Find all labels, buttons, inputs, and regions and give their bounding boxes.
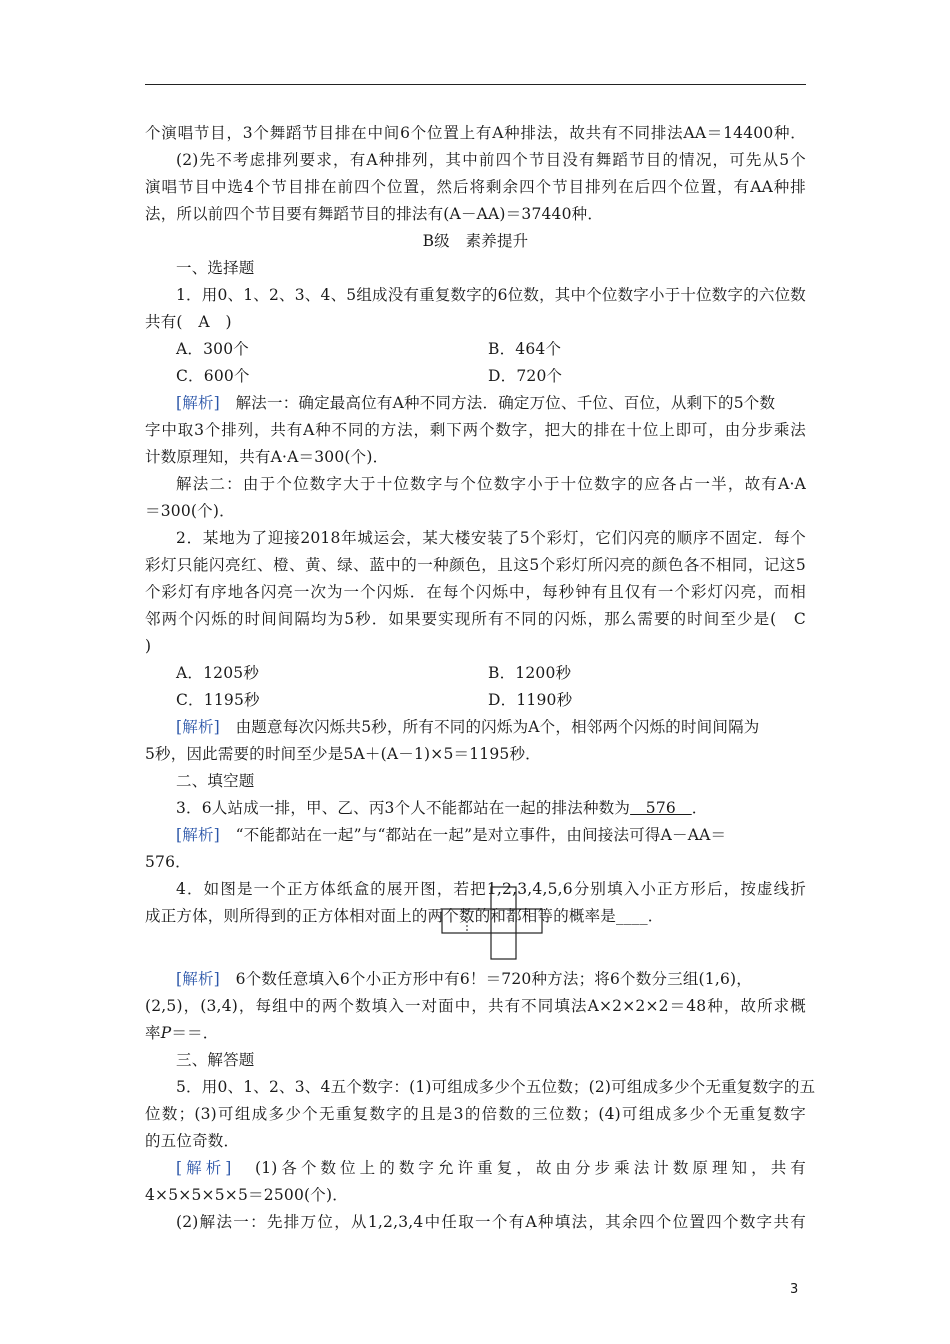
analysis-text: 解法一：确定最高位有A种不同方法．确定万位、千位、百位，从剩下的5个数: [219, 394, 776, 412]
text-line: 5秒，因此需要的时间至少是5A＋(A－1)×5＝1195秒．: [145, 745, 541, 763]
option-b: B．1200秒: [488, 664, 572, 682]
option-c: C．600个: [176, 367, 250, 385]
text-line: 个演唱节目，3个舞蹈节目排在中间6个位置上有A种排法，故共有不同排法AA＝14400种．: [145, 124, 806, 142]
option-c: C．1195秒: [176, 691, 260, 709]
question-line: [176, 795, 806, 821]
option-b: B．464个: [488, 340, 562, 358]
text-line: 字中取3个排列，共有A种不同的方法，剩下两个数字，把大的排在十位上即可，由分步乘法: [145, 421, 806, 439]
analysis-line: [176, 390, 806, 416]
option-d: D．1190秒: [488, 691, 573, 709]
question-line: 共有( A ): [145, 313, 232, 331]
analysis-tag: [解析]: [176, 394, 220, 412]
question-line: 个彩灯有序地各闪亮一次为一个闪烁．在每个闪烁中，每秒钟有且仅有一个彩灯闪亮，而相: [145, 583, 806, 601]
question-line: ): [145, 637, 152, 655]
option-a: A．300个: [176, 340, 249, 358]
analysis-line: [176, 714, 806, 740]
cube-net-figure: [440, 885, 544, 961]
analysis-text: “不能都站在一起”与“都站在一起”是对立事件，由间接法可得A－AA＝: [219, 826, 727, 844]
text-fragment: ＝＝．: [171, 1024, 219, 1042]
subsection-heading: 三、解答题: [176, 1051, 255, 1069]
text-fragment: 率: [145, 1024, 161, 1042]
question-end: ．: [691, 799, 708, 817]
text-line: (2)先不考虑排列要求，有A种排列，其中前四个节目没有舞蹈节目的情况，可先从5个: [176, 151, 806, 169]
subsection-heading: 一、选择题: [176, 259, 255, 277]
question-line: 的五位奇数．: [145, 1132, 240, 1150]
question-line: 2．某地为了迎接2018年城运会，某大楼安装了5个彩灯，它们闪亮的顺序不固定．每个: [176, 529, 806, 547]
text-line: 计数原理知，共有A·A＝300(个)．: [145, 448, 389, 466]
analysis-tag: [解析]: [176, 1159, 232, 1177]
question-line: 5．用0、1、2、3、4五个数字：(1)可组成多少个五位数；(2)可组成多少个无重复数字的五: [176, 1078, 816, 1096]
text-line: ＝300(个)．: [145, 502, 235, 520]
text-line: 演唱节目中选4个节目排在前四个位置，然后将剩余四个节目排列在后四个位置，有AA种排: [145, 178, 806, 196]
question-line: 4．如图是一个正方体纸盒的展开图，若把1,2,3,4,5,6分别填入小正方形后，按虚线折: [176, 880, 806, 898]
section-heading: B级 素养提升: [422, 232, 529, 250]
page-number: 3: [790, 1282, 799, 1297]
analysis-tag: [解析]: [176, 718, 220, 736]
text-line: 576．: [145, 853, 191, 871]
text-line: 法，所以前四个节目要有舞蹈节目的排法有(A－AA)＝37440种．: [145, 205, 604, 223]
cube-net-column: [491, 887, 516, 959]
analysis-line: [176, 966, 806, 992]
question-line: 邻两个闪烁的时间间隔均为5秒．如果要实现所有不同的闪烁，那么需要的时间至少是( C: [145, 610, 806, 628]
analysis-text: (1)各个数位上的数字允许重复，故由分步乘法计数原理知，共有: [231, 1159, 806, 1177]
question-text: 3．6人站成一排，甲、乙、丙3个人不能都站在一起的排法种数为: [176, 799, 631, 817]
math-variable: P: [160, 1024, 172, 1042]
option-d: D．720个: [488, 367, 563, 385]
analysis-line: [176, 822, 806, 848]
question-line: 位数；(3)可组成多少个无重复数字的且是3的倍数的三位数；(4)可组成多少个无重复数字: [145, 1105, 806, 1123]
cube-net-row: [442, 909, 542, 933]
text-line: [145, 1020, 806, 1046]
question-line: 彩灯只能闪亮红、橙、黄、绿、蓝中的一种颜色，且这5个彩灯所闪亮的颜色各不相同，记这5: [145, 556, 806, 574]
analysis-tag: [解析]: [176, 826, 220, 844]
subsection-heading: 二、填空题: [176, 772, 255, 790]
answer-blank: 576: [630, 799, 692, 817]
analysis-tag: [解析]: [176, 970, 220, 988]
text-line: (2,5)，(3,4)，每组中的两个数填入一对面中，共有不同填法A×2×2×2＝48种，故所求概: [145, 997, 806, 1015]
header-rule: [145, 84, 806, 85]
analysis-text: 6个数任意填入6个小正方形中有6！＝720种方法；将6个数分三组(1,6)，: [219, 970, 752, 988]
analysis-line: [176, 1155, 806, 1181]
text-line: 4×5×5×5×5＝2500(个)．: [145, 1186, 348, 1204]
question-line: 成正方体，则所得到的正方体相对面上的两个数的和都相等的概率是____．: [145, 907, 664, 925]
text-line: (2)解法一：先排万位，从1,2,3,4中任取一个有A种填法，其余四个位置四个数字共有: [176, 1213, 806, 1231]
analysis-text: 由题意每次闪烁共5秒，所有不同的闪烁为A个，相邻两个闪烁的时间间隔为: [219, 718, 760, 736]
option-a: A．1205秒: [176, 664, 260, 682]
question-line: 1．用0、1、2、3、4、5组成没有重复数字的6位数，其中个位数字小于十位数字的六位数: [176, 286, 806, 304]
text-line: 解法二：由于个位数字大于十位数字与个位数字小于十位数字的应各占一半，故有A·A: [176, 475, 806, 493]
